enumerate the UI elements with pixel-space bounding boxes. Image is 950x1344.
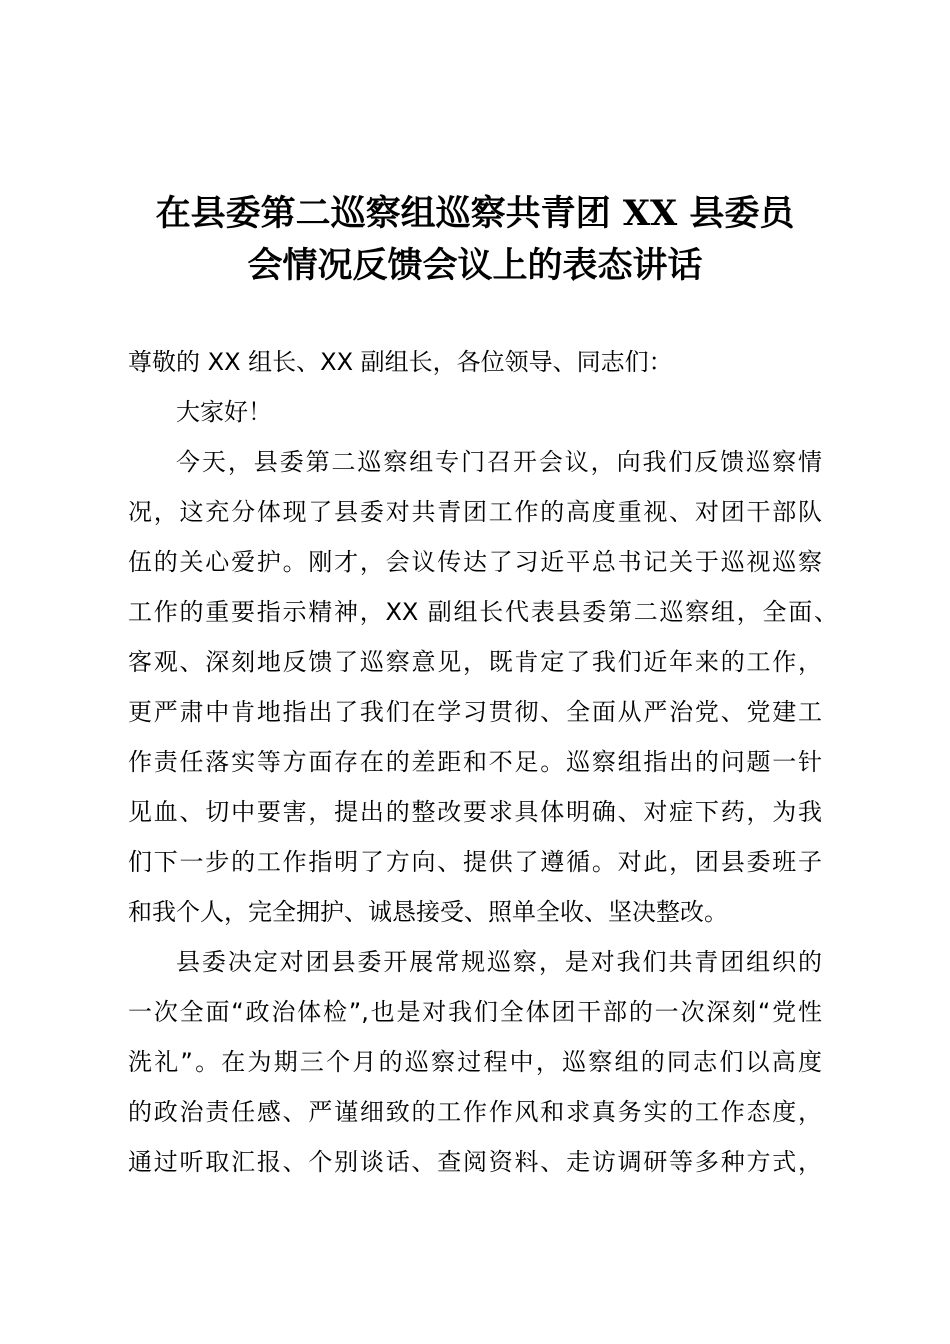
paragraph2-line-4: 的政治责任感、严谨细致的工作作风和求真务实的工作态度，	[128, 1098, 822, 1126]
salutation: 尊敬的 XX 组长、XX 副组长，各位领导、同志们：	[128, 348, 673, 376]
paragraph2-line-5: 通过听取汇报、个别谈话、查阅资料、走访调研等多种方式，	[128, 1148, 822, 1176]
greeting: 大家好！	[176, 398, 272, 426]
paragraph2-line-2: 一次全面“政治体检”,也是对我们全体团干部的一次深刻“党性	[128, 998, 822, 1026]
paragraph1-line-8: 见血、切中要害，提出的整改要求具体明确、对症下药，为我	[128, 798, 822, 826]
paragraph1-line-1: 今天，县委第二巡察组专门召开会议，向我们反馈巡察情	[176, 448, 822, 476]
paragraph1-line-3: 伍的关心爱护。刚才，会议传达了习近平总书记关于巡视巡察	[128, 548, 822, 576]
paragraph1-line-5: 客观、深刻地反馈了巡察意见，既肯定了我们近年来的工作，	[128, 648, 822, 676]
document-title-line-2: 会情况反馈会议上的表态讲话	[247, 245, 703, 286]
paragraph2-line-3: 洗礼”。在为期三个月的巡察过程中，巡察组的同志们以高度	[128, 1048, 822, 1076]
paragraph1-line-10: 和我个人，完全拥护、诚恳接受、照单全收、坚决整改。	[128, 898, 728, 926]
paragraph1-line-6: 更严肃中肯地指出了我们在学习贯彻、全面从严治党、党建工	[128, 698, 822, 726]
paragraph1-line-9: 们下一步的工作指明了方向、提供了遵循。对此，团县委班子	[128, 848, 822, 876]
document-title-line-1: 在县委第二巡察组巡察共青团 XX 县委员	[155, 193, 795, 234]
paragraph1-line-4: 工作的重要指示精神，XX 副组长代表县委第二巡察组，全面、	[128, 598, 838, 626]
paragraph1-line-2: 况，这充分体现了县委对共青团工作的高度重视、对团干部队	[128, 498, 822, 526]
paragraph1-line-7: 作责任落实等方面存在的差距和不足。巡察组指出的问题一针	[128, 748, 822, 776]
paragraph2-line-1: 县委决定对团县委开展常规巡察，是对我们共青团组织的	[176, 948, 822, 976]
